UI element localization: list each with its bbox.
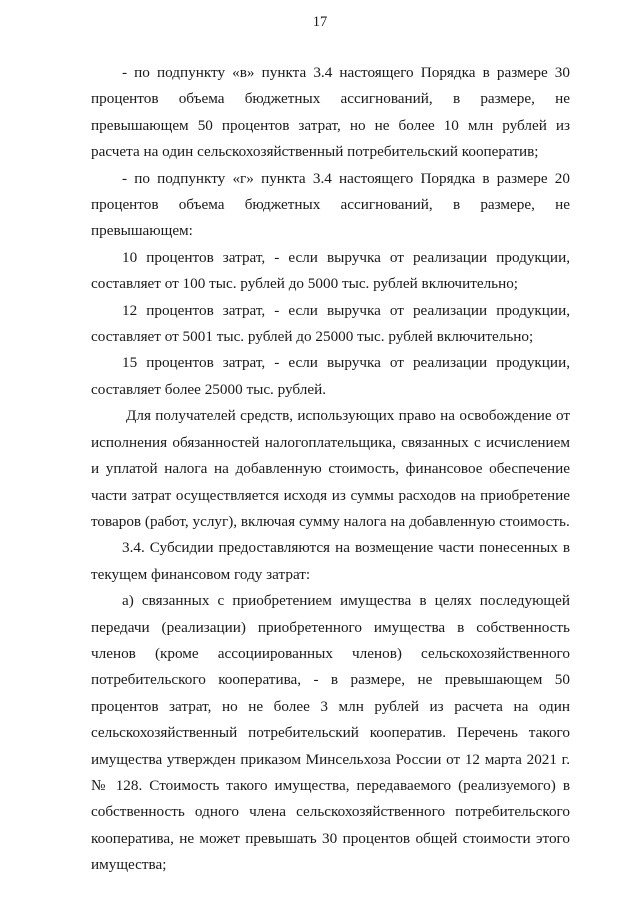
paragraph-subitem-g: - по подпункту «г» пункта 3.4 настоящего Порядка в размере 20 процентов объема бюджетных ассигнований, в размере, не превышающем: [91, 169, 570, 240]
page-number: 17 [312, 14, 328, 30]
paragraph-a: а) связанных с приобретением имущества в целях последующей передачи (реализации) приобретенного имущества в собственность членов (кроме ассоциированных членов) сельскохозяйственного потребительского кооператива, - в размере, не превышающем 50 процентов затрат, но не более 3 млн рублей из расчета на один сельскохозяйственный потребительский кооператив. Перечень такого имущества утвержден приказом Минсельхоза России от 12 марта 2021 г. № 128. Стоимость такого имущества, передаваемого (реализуемого) в собственность одного члена сельскохозяйственного потребительского кооператива, не может превышать 30 процентов общей стоимости этого имущества; [91, 592, 570, 874]
paragraph-10-percent: 10 процентов затрат, - если выручка от реализации продукции, составляет от 100 тыс. рублей до 5000 тыс. рублей включительно; [91, 248, 570, 293]
document-body [91, 60, 570, 879]
paragraph-15-percent: 15 процентов затрат, - если выручка от реализации продукции, составляет более 25000 тыс. рублей. [91, 354, 570, 398]
paragraph-3-4: 3.4. Субсидии предоставляются на возмещение части понесенных в текущем финансовом году затрат: [91, 539, 570, 583]
paragraph-vat-exemption: Для получателей средств, использующих право на освобождение от исполнения обязанностей налогоплательщика, связанных с исчислением и уплатой налога на добавленную стоимость, финансовое обеспечение части затрат осуществляется исходя из суммы расходов на приобретение товаров (работ, услуг), включая сумму налога на добавленную стоимость. [91, 407, 570, 530]
paragraph-subitem-v: - по подпункту «в» пункта 3.4 настоящего Порядка в размере 30 процентов объема бюджетных ассигнований, в размере, не превышающем 50 процентов затрат, но не более 10 млн рублей из расчета на один сельскохозяйственный потребительский кооператив; [91, 64, 570, 161]
paragraph-12-percent: 12 процентов затрат, - если выручка от реализации продукции, составляет от 5001 тыс. рублей до 25000 тыс. рублей включительно; [91, 301, 570, 346]
